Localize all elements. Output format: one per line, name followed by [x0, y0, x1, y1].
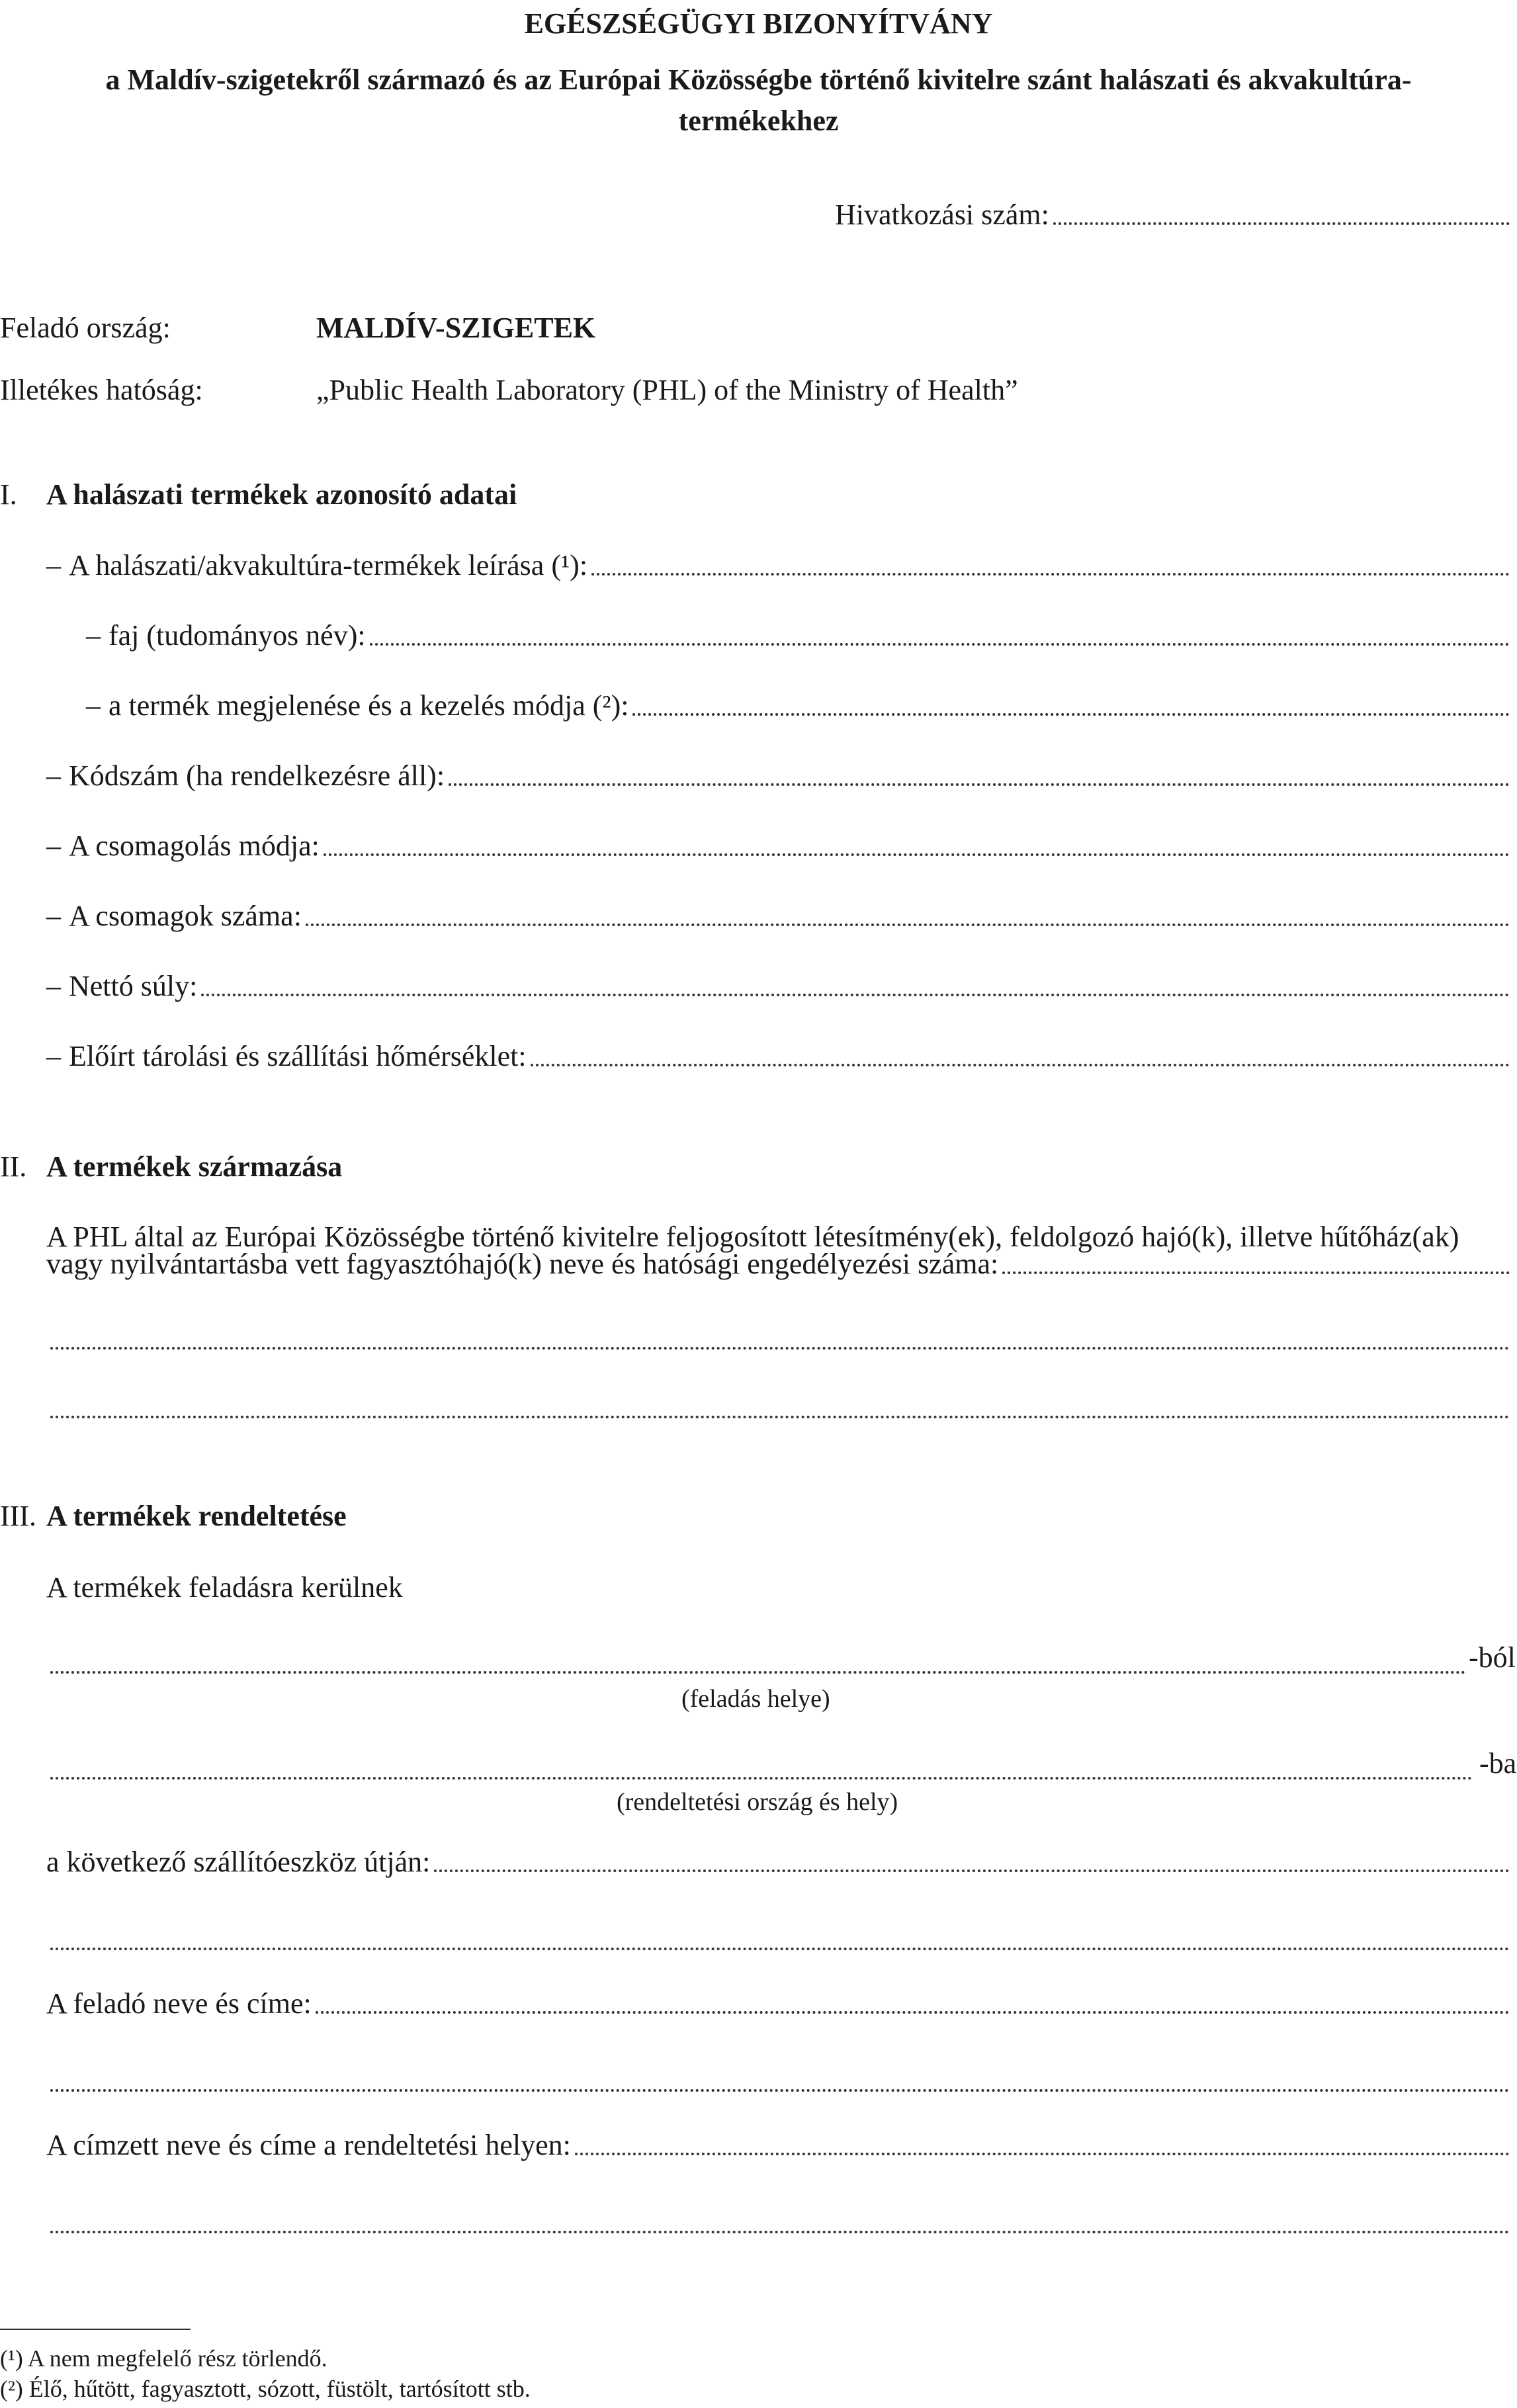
- presentation-field[interactable]: [86, 689, 1510, 722]
- country-label: Feladó ország:: [0, 312, 171, 344]
- net-weight-label: Nettó súly:: [69, 970, 198, 1002]
- country-value: MALDÍV-SZIGETEK: [316, 312, 596, 344]
- section1-number: I.: [0, 478, 17, 511]
- document-subtitle: a Maldív-szigetekről származó és az Európai Közösségbe történő kivitelre szánt halászati és akvakultúra-termékekhez: [105, 64, 1412, 137]
- destination-suffix: -ba: [1479, 1747, 1517, 1780]
- reference-number-label: Hivatkozási szám:: [835, 198, 1049, 231]
- species-field[interactable]: [86, 619, 1510, 652]
- recipient-blank-line[interactable]: [50, 2231, 1510, 2233]
- product-description-label: A halászati/akvakultúra-termékek leírása (¹):: [69, 549, 588, 581]
- footnote-1-text: A nem megfelelő rész törlendő.: [27, 2345, 327, 2372]
- temperature-field[interactable]: [46, 1040, 1510, 1073]
- origin-blank-line-2[interactable]: [50, 1416, 1510, 1418]
- footnote-2-text: Élő, hűtött, fagyasztott, sózott, füstölt, tartósított stb.: [28, 2376, 531, 2402]
- recipient-field[interactable]: [46, 2129, 1510, 2162]
- transport-label: a következő szállítóeszköz útján:: [46, 1846, 431, 1878]
- sender-blank-line[interactable]: [50, 2089, 1510, 2092]
- sender-field[interactable]: [46, 1987, 1510, 2020]
- authority-label: Illetékes hatóság:: [0, 374, 203, 406]
- section3-heading: A termékek rendeltetése: [46, 1500, 347, 1532]
- packaging-field[interactable]: [46, 830, 1510, 863]
- packages-count-field[interactable]: [46, 900, 1510, 933]
- reference-number-field[interactable]: [835, 198, 1510, 232]
- dash-marker: –: [46, 900, 61, 932]
- code-label: Kódszám (ha rendelkezésre áll):: [69, 759, 445, 792]
- dispatch-place-line[interactable]: [50, 1671, 1466, 1674]
- temperature-label: Előírt tárolási és szállítási hőmérséklet:: [69, 1040, 527, 1072]
- dispatch-caption: (feladás helye): [681, 1685, 830, 1713]
- destination-place-line[interactable]: [50, 1777, 1473, 1780]
- dash-marker: –: [46, 970, 61, 1002]
- code-field[interactable]: [46, 759, 1510, 793]
- product-description-field[interactable]: [46, 549, 1510, 582]
- dash-marker: –: [86, 689, 101, 722]
- transport-blank-line[interactable]: [50, 1948, 1510, 1950]
- section2-number: II.: [0, 1150, 27, 1183]
- dash-marker: –: [46, 759, 61, 792]
- dash-marker: –: [46, 830, 61, 862]
- reference-number-dots: [1053, 222, 1510, 225]
- sender-label: A feladó neve és címe:: [46, 1987, 312, 2020]
- section3-number: III.: [0, 1500, 36, 1532]
- recipient-label: A címzett neve és címe a rendeltetési helyen:: [46, 2129, 571, 2161]
- species-label: faj (tudományos név):: [108, 619, 366, 652]
- document-title: EGÉSZSÉGÜGYI BIZONYÍTVÁNY: [524, 7, 993, 40]
- footnote-2: [0, 2374, 531, 2404]
- dispatch-suffix: -ból: [1469, 1641, 1516, 1674]
- dash-marker: –: [86, 619, 101, 652]
- transport-field[interactable]: [46, 1846, 1510, 1879]
- authority-value: „Public Health Laboratory (PHL) of the Ministry of Health”: [316, 374, 1018, 406]
- net-weight-field[interactable]: [46, 970, 1510, 1003]
- presentation-label: a termék megjelenése és a kezelés módja (²):: [108, 689, 629, 722]
- footnote-separator: [0, 2329, 191, 2330]
- footnote-1-mark: (¹): [0, 2345, 23, 2372]
- dash-marker: –: [46, 1040, 61, 1072]
- origin-paragraph-line1: A PHL által az Európai Közösségbe történő kivitelre feljogosított létesítmény(ek), feldolgozó hajó(k), illetve hűtőház(ak): [46, 1221, 1459, 1253]
- origin-paragraph-line2: vagy nyilvántartásba vett fagyasztóhajó(k) neve és hatósági engedélyezési száma:: [46, 1248, 999, 1280]
- destination-caption: (rendeltetési ország és hely): [617, 1788, 898, 1816]
- destination-intro: A termékek feladásra kerülnek: [46, 1571, 403, 1604]
- packages-count-label: A csomagok száma:: [69, 900, 302, 932]
- dash-marker: –: [46, 549, 61, 581]
- section2-heading: A termékek származása: [46, 1150, 343, 1183]
- packaging-label: A csomagolás módja:: [69, 830, 320, 862]
- footnote-1: [0, 2343, 327, 2374]
- origin-establishment-field[interactable]: [46, 1248, 1510, 1281]
- origin-blank-line-1[interactable]: [50, 1347, 1510, 1350]
- section1-heading: A halászati termékek azonosító adatai: [46, 478, 517, 511]
- footnote-2-mark: (²): [0, 2376, 23, 2402]
